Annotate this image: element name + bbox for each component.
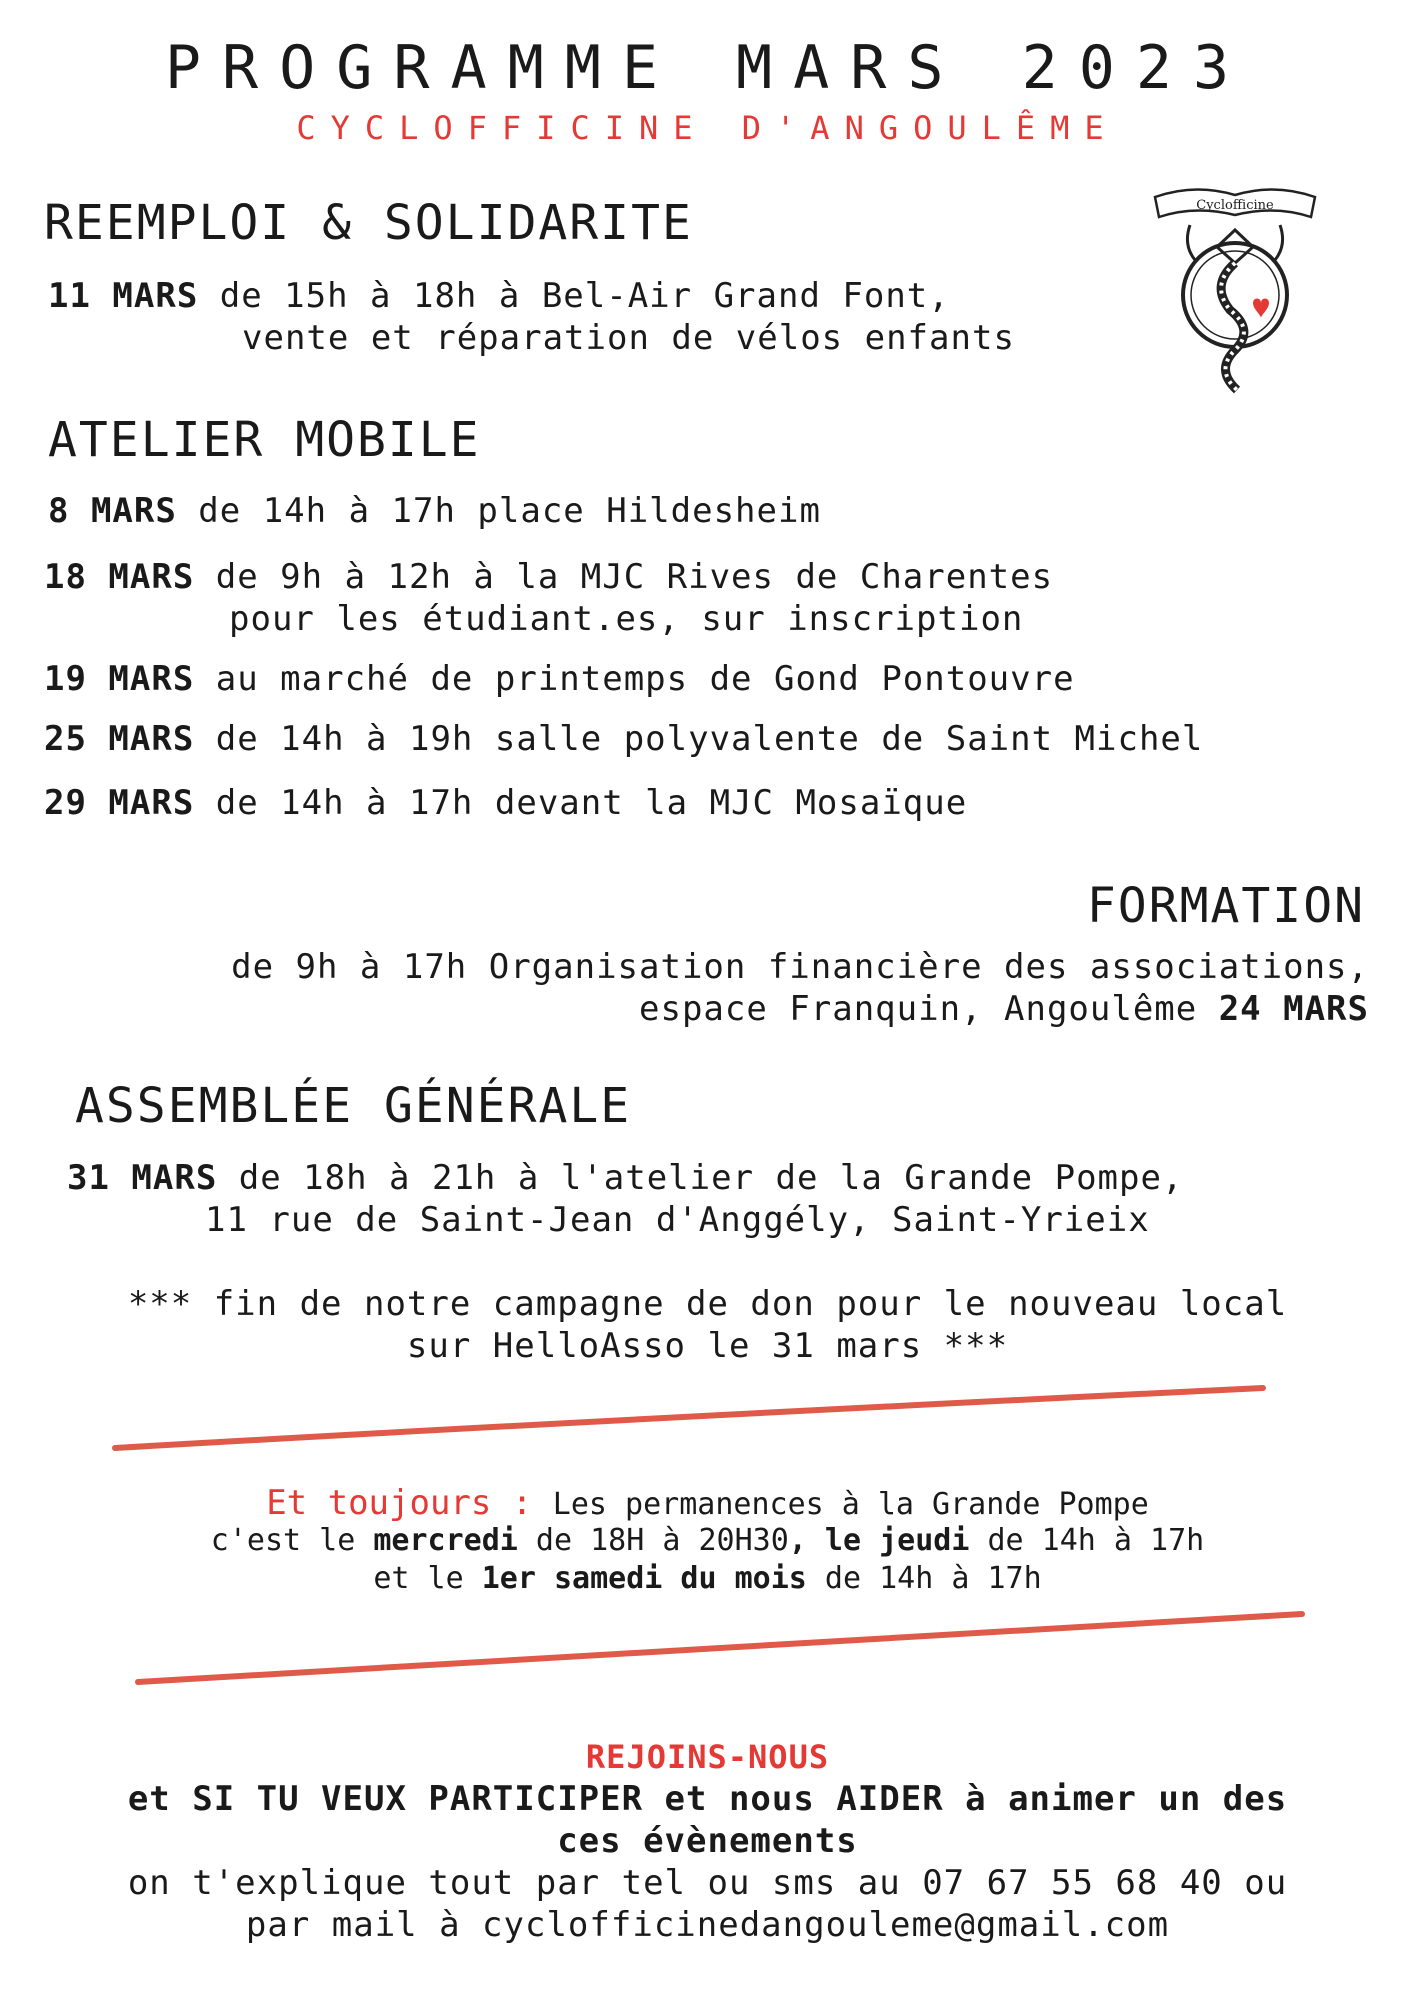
cyclofficine-logo	[1135, 175, 1335, 400]
event-date: 18 MARS	[44, 557, 195, 597]
first-saturday: 1er samedi du mois	[481, 1561, 807, 1596]
snake-bike-logo-icon	[1135, 175, 1335, 400]
assemblee-event-line	[67, 1157, 1183, 1199]
text-segment: et le	[373, 1561, 482, 1596]
permanences-text: Les permanences à la Grande Pompe	[552, 1487, 1149, 1522]
divider-stroke-top	[0, 1380, 1415, 1460]
event-text: de 14h à 19h salle polyvalente de Saint Michel	[194, 719, 1204, 759]
campaign-note-1: *** fin de notre campagne de don pour le nouveau local	[127, 1284, 1288, 1324]
toujours-label: Et toujours :	[266, 1483, 553, 1523]
atelier-event-4	[44, 718, 1203, 760]
formation-place: espace Franquin, Angoulême	[639, 989, 1219, 1029]
contact-phone-line: on t'explique tout par tel ou sms au 07 67 55 68 40 ou	[127, 1863, 1288, 1903]
event-text: de 14h à 17h devant la MJC Mosaïque	[194, 783, 968, 823]
event-text: de 14h à 17h place Hildesheim	[176, 491, 821, 531]
rejoins-nous: REJOINS-NOUS	[585, 1738, 830, 1776]
permanences-line-3	[0, 1560, 1415, 1598]
event-date: 25 MARS	[44, 719, 195, 759]
event-text: de 15h à 18h à Bel-Air Grand Font,	[198, 276, 950, 316]
atelier-event-3	[44, 658, 1075, 700]
event-date: 29 MARS	[44, 783, 195, 823]
event-text: de 9h à 12h à la MJC Rives de Charentes	[194, 557, 1054, 597]
event-date: 11 MARS	[48, 276, 199, 316]
participer-line-2: ces évènements	[557, 1821, 858, 1861]
event-date: 31 MARS	[67, 1158, 218, 1198]
event-date: 24 MARS	[1218, 989, 1369, 1029]
contact-email-line[interactable]: par mail à cyclofficinedangouleme@gmail.com	[245, 1905, 1170, 1945]
formation-line-2	[639, 988, 1369, 1030]
event-date: 19 MARS	[44, 659, 195, 699]
page-subtitle: CYCLOFFICINE D'ANGOULÊME	[296, 109, 1119, 147]
permanences-line-1	[0, 1484, 1415, 1524]
participer-line-1: et SI TU VEUX PARTICIPER et nous AIDER à animer un des	[127, 1779, 1288, 1819]
formation-line-1: de 9h à 17h Organisation financière des associations,	[231, 947, 1369, 987]
text-segment: de 14h à 17h	[969, 1523, 1205, 1558]
text-segment: de 14h à 17h	[806, 1561, 1042, 1596]
reemploi-event-line-2: vente et réparation de vélos enfants	[242, 318, 1015, 358]
text-segment: de 18H à 20H30	[517, 1523, 789, 1558]
divider-stroke-bottom	[0, 1600, 1415, 1690]
atelier-event-2	[44, 556, 1053, 598]
day-wednesday: mercredi	[373, 1523, 518, 1558]
reemploi-heading: REEMPLOI & SOLIDARITE	[44, 195, 693, 251]
text-segment: c'est le	[210, 1523, 374, 1558]
event-text: de 18h à 21h à l'atelier de la Grande Pompe,	[217, 1158, 1184, 1198]
event-text: au marché de printemps de Gond Pontouvre	[194, 659, 1075, 699]
assemblee-address: 11 rue de Saint-Jean d'Anggély, Saint-Yrieix	[205, 1200, 1150, 1240]
assemblee-heading: ASSEMBLÉE GÉNÉRALE	[75, 1078, 632, 1134]
day-thursday: , le jeudi	[788, 1523, 970, 1558]
atelier-event-5	[44, 782, 967, 824]
atelier-event-1	[48, 490, 821, 532]
reemploi-event-line	[48, 275, 950, 317]
formation-heading: FORMATION	[1086, 878, 1365, 934]
page-title: PROGRAMME MARS 2023	[164, 33, 1251, 103]
atelier-heading: ATELIER MOBILE	[48, 412, 481, 468]
logo-text: Cyclofficine	[1196, 198, 1274, 213]
campaign-note-2: sur HelloAsso le 31 mars ***	[406, 1326, 1009, 1366]
event-date: 8 MARS	[48, 491, 177, 531]
atelier-event-2-line-2: pour les étudiant.es, sur inscription	[229, 599, 1024, 639]
permanences-line-2	[0, 1522, 1415, 1560]
